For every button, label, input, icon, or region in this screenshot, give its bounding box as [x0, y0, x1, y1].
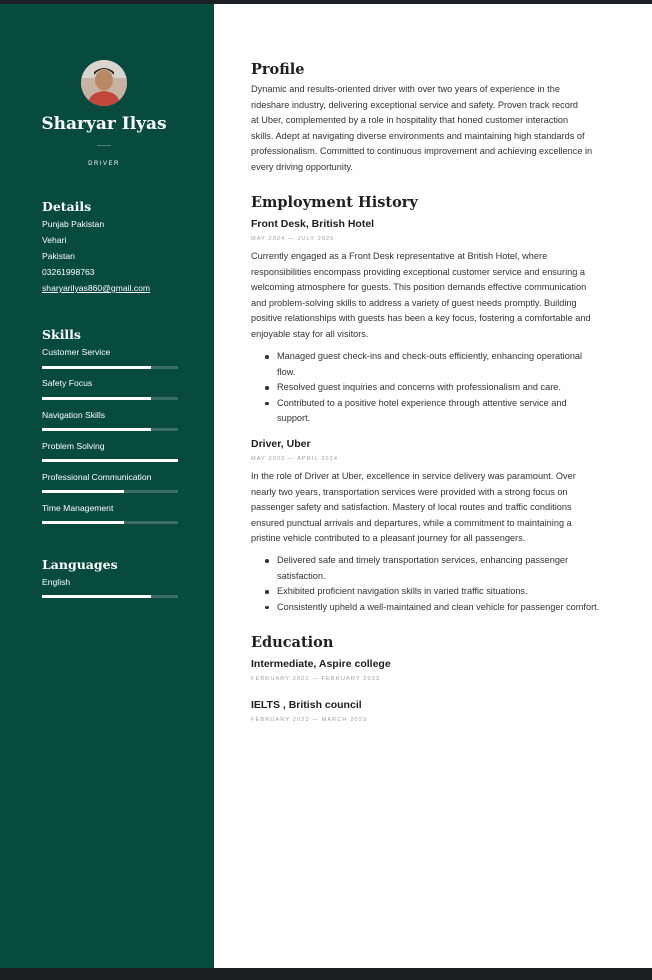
job-title: Driver, Uber	[251, 438, 311, 450]
detail-address: Punjab Pakistan	[42, 219, 105, 229]
job-description	[251, 249, 636, 343]
language-label: English	[42, 577, 71, 587]
profile-line: Dynamic and results-oriented driver with over two years of experience in the	[251, 84, 560, 94]
education-dates: FEBRUARY 2023 — MARCH 2023	[251, 717, 368, 723]
job-description	[251, 469, 636, 547]
skill-level-bar	[42, 521, 178, 524]
skill-level-fill	[42, 428, 151, 431]
profile-line: professionalism. Committed to continuous improvement and achieving excellence in	[251, 146, 593, 157]
skills-heading: Skills	[42, 327, 81, 342]
bullet-line: support.	[277, 413, 311, 424]
skill-level-bar	[42, 366, 178, 369]
skill-label: Time Management	[42, 503, 114, 513]
bullet-item	[251, 396, 636, 427]
bullet-line: Resolved guest inquiries and concerns with professionalism and care.	[277, 382, 561, 393]
candidate-name: Sharyar Ilyas	[41, 114, 167, 134]
bullet-line: Exhibited proficient navigation skills in varied traffic situations.	[277, 586, 528, 597]
job-description-line: pristine vehicle contributed to a pleasant journey for all passengers.	[251, 533, 526, 544]
skill-level-fill	[42, 521, 124, 524]
education-title: Intermediate, Aspire college	[251, 658, 391, 670]
bullet-line: Contributed to a positive hotel experience through attentive service and	[277, 397, 567, 408]
bullet-item	[251, 349, 636, 380]
detail-country: Pakistan	[42, 251, 75, 261]
email-link[interactable]: sharyarilyas860@gmail.com	[42, 283, 151, 293]
skill-level-bar	[42, 428, 178, 431]
detail-city: Vehari	[42, 235, 67, 245]
job-bullets	[251, 349, 636, 427]
language-level-bar	[42, 595, 178, 598]
sidebar	[0, 4, 214, 968]
language-level-fill	[42, 595, 151, 598]
bullet-line: flow.	[277, 366, 296, 377]
skill-label: Safety Focus	[42, 378, 93, 388]
resume-page	[0, 4, 652, 968]
job-dates: MAY 2022 — APRIL 2024	[251, 456, 339, 462]
skill-label: Navigation Skills	[42, 410, 106, 420]
job-description-line: enjoyable stay for all visitors.	[251, 328, 369, 339]
job-description-line: nearly two years, transportation services were provided with a strong focus on	[251, 486, 568, 497]
employment-heading: Employment History	[251, 194, 418, 211]
job-description-line: In the role of Driver at Uber, excellence in service delivery was paramount. Over	[251, 471, 576, 481]
job-description-line: responsibilities encompass providing exceptional customer service and ensuring a	[251, 266, 585, 277]
bullet-item	[251, 553, 636, 584]
skill-level-fill	[42, 459, 178, 462]
profile-summary	[251, 82, 636, 176]
education-heading: Education	[251, 634, 334, 651]
bullet-line: Delivered safe and timely transportation services, enhancing passenger	[277, 555, 569, 565]
skill-level-bar	[42, 459, 178, 462]
skill-level-fill	[42, 366, 151, 369]
bullet-line: satisfaction.	[277, 570, 326, 581]
skill-label: Problem Solving	[42, 441, 105, 451]
bullet-item	[251, 380, 636, 396]
profile-line: skills. Adept at navigating diverse environments and maintaining high standards of	[251, 130, 585, 141]
candidate-role: DRIVER	[88, 161, 120, 167]
job-description-line: welcoming atmosphere for guests. This position demands effective communication	[251, 282, 587, 293]
profile-line: every driving opportunity.	[251, 161, 353, 172]
skill-label: Professional Communication	[42, 472, 152, 482]
skill-level-fill	[42, 490, 124, 493]
name-divider	[97, 145, 111, 146]
job-description-line: passenger safety and satisfaction. Mastery of local routes and traffic conditions	[251, 502, 572, 513]
job-title: Front Desk, British Hotel	[251, 218, 375, 230]
job-dates: MAY 2024 — JULY 2025	[251, 236, 335, 242]
education-dates: FEBRUARY 2021 — FEBRUARY 2023	[251, 676, 381, 682]
skill-level-fill	[42, 397, 151, 400]
languages-heading: Languages	[42, 557, 118, 572]
skill-label: Customer Service	[42, 347, 111, 357]
skill-level-bar	[42, 490, 178, 493]
skill-level-bar	[42, 397, 178, 400]
avatar	[81, 60, 127, 106]
education-title: IELTS , British council	[251, 699, 362, 711]
bullet-item	[251, 600, 636, 616]
job-description-line: ensured punctual arrivals and departures, while a commitment to maintaining a	[251, 517, 572, 528]
bullet-line: Consistently upheld a well-maintained and clean vehicle for passenger comfort.	[277, 601, 600, 612]
job-description-line: positive relationships with guests has been a key focus, fostering a comfortable and	[251, 313, 591, 324]
bullet-item	[251, 584, 636, 600]
job-description-line: and problem-solving skills to address a variety of guest needs promptly. Building	[251, 297, 577, 308]
profile-heading: Profile	[251, 61, 305, 78]
job-description-line: Currently engaged as a Front Desk representative at British Hotel, where	[251, 251, 548, 261]
job-bullets	[251, 553, 636, 615]
detail-phone: 03261998763	[42, 267, 95, 277]
profile-line: at Uber, complemented by a role in hospitality that honed customer interaction	[251, 115, 569, 126]
profile-line: rideshare industry, delivering exceptional service and safety. Proven track record	[251, 99, 578, 110]
details-heading: Details	[42, 199, 92, 214]
bullet-line: Managed guest check-ins and check-outs efficiently, enhancing operational	[277, 351, 583, 361]
